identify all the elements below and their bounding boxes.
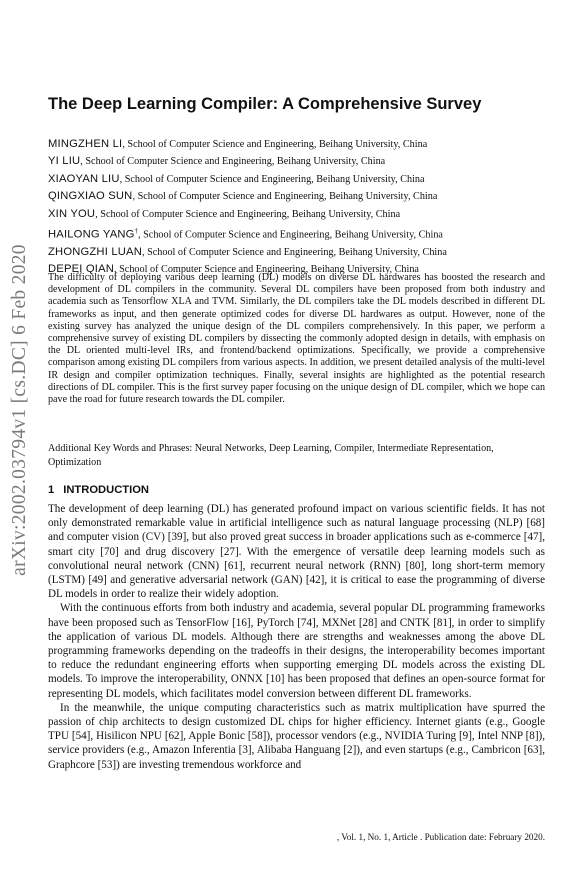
section-number: 1	[48, 484, 55, 496]
body-text	[48, 502, 545, 772]
author-affiliation: , School of Computer Science and Engineering, Beihang University, China	[138, 229, 443, 241]
paragraph: The development of deep learning (DL) has generated profound impact on various scientific fields. It has not only demonstrated remarkable value in artificial intelligence such as natural language processing (NLP) [68] and computer vision (CV) [39], but also proved great success in broader applications such as e-commerce [47], smart city [70] and drug discovery [27]. With the emergence of versatile deep learning models such as convolutional neural network (CNN) [61], recurrent neural network (RNN) [80], long short-term memory (LSTM) [49] and generative adversarial network (GAN) [42], it is critical to ease the programming of diverse DL models in order to realize their widely adoption.	[48, 503, 545, 601]
page-footer: , Vol. 1, No. 1, Article . Publication date: February 2020.	[336, 832, 545, 842]
author-entry	[48, 136, 545, 153]
author-affiliation: , School of Computer Science and Engineering, Beihang University, China	[119, 173, 425, 185]
keywords: Additional Key Words and Phrases: Neural Networks, Deep Learning, Compiler, Intermediate Representation, Optimization	[48, 443, 494, 468]
author-name: XIN YOU	[48, 207, 96, 220]
abstract: The difficulty of deploying various deep learning (DL) models on diverse DL hardwares has boosted the research and development of DL compilers in the community. Several DL compilers have been proposed from both industry and academia such as Tensorflow XLA and TVM. Similarly, the DL compilers take the DL models described in different DL frameworks as input, and then generate optimized codes for diverse DL hardwares as output. However, none of the existing survey has analyzed the unique design of the DL compilers comprehensively. In this paper, we perform a comprehensive survey of existing DL compilers by dissecting the commonly adopted design in details, with emphasis on the DL oriented multi-level IRs, and frontend/backend optimizations. Specifically, we provide a comprehensive comparison among existing DL compilers from various aspects. In addition, we present detailed analysis of the multi-level IR design and compiler optimization techniques. Finally, several insights are highlighted as the potential research directions of DL compiler. This is the first survey paper focusing on the unique design of DL compiler, which we hope can pave the road for future research towards the DL compiler.	[48, 272, 545, 406]
section-heading	[48, 484, 545, 496]
author-name: DEPEI QIAN	[48, 263, 115, 276]
author-name: YI LIU	[48, 155, 81, 168]
author-affiliation: , School of Computer Science and Engineering, Beihang University, China	[141, 246, 447, 258]
corresponding-author-mark: †	[134, 227, 139, 236]
author-affiliation: , School of Computer Science and Engineering, Beihang University, China	[114, 264, 419, 276]
arxiv-identifier: arXiv:2002.03794v1 [cs.DC] 6 Feb 2020	[9, 244, 30, 576]
author-name: QINGXIAO SUN	[48, 190, 133, 203]
paper-title: The Deep Learning Compiler: A Comprehensive Survey	[48, 95, 482, 113]
author-entry	[48, 171, 545, 188]
author-affiliation: , School of Computer Science and Engineering, Beihang University, China	[122, 139, 428, 150]
section-title: INTRODUCTION	[63, 484, 149, 496]
author-entry	[48, 206, 545, 223]
author-name: ZHONGZHI LUAN	[48, 245, 142, 258]
author-entry	[48, 153, 545, 170]
author-name: HAILONG YANG	[48, 228, 135, 241]
author-name: XIAOYAN LIU	[48, 172, 120, 185]
author-affiliation: , School of Computer Science and Engineering, Beihang University, China	[132, 191, 438, 203]
author-entry	[48, 244, 545, 261]
author-affiliation: , School of Computer Science and Engineering, Beihang University, China	[80, 156, 386, 168]
author-entry	[48, 188, 545, 205]
author-affiliation: , School of Computer Science and Engineering, Beihang University, China	[95, 208, 401, 220]
author-name: MINGZHEN LI	[48, 138, 123, 150]
paragraph: In the meanwhile, the unique computing characteristics such as matrix multiplication have spurred the passion of chip architects to design customized DL chips for higher efficiency. Internet giants (e.g., Google TPU [54], Hisilicon NPU [62], Apple Bonic [58]), processor vendors (e.g., NVIDIA Turing [9], Intel NNP [8]), service providers (e.g., Amazon Inferentia [3], Alibaba Hanguang [2]), and even startups (e.g., Cambricon [63], Graphcore [53]) are investing tremendous workforce and	[48, 701, 545, 771]
paragraph: With the continuous efforts from both industry and academia, several popular DL programming frameworks have been proposed such as TensorFlow [16], PyTorch [74], MXNet [28] and CNTK [81], in order to simplify the application of various DL models. Although there are strengths and weaknesses among the above DL programming frameworks depending on the tradeoffs in their designs, the interoperability becomes important to reduce the redundant engineering efforts when supporting emerging DL models across the existing DL models. To improve the interoperability, ONNX [10] has been proposed that defines an open-source format for representing DL models, which facilitates model conversion between different DL frameworks.	[48, 602, 545, 700]
author-list	[48, 136, 545, 279]
author-entry	[48, 223, 545, 244]
arxiv-side-stamp	[0, 0, 40, 875]
